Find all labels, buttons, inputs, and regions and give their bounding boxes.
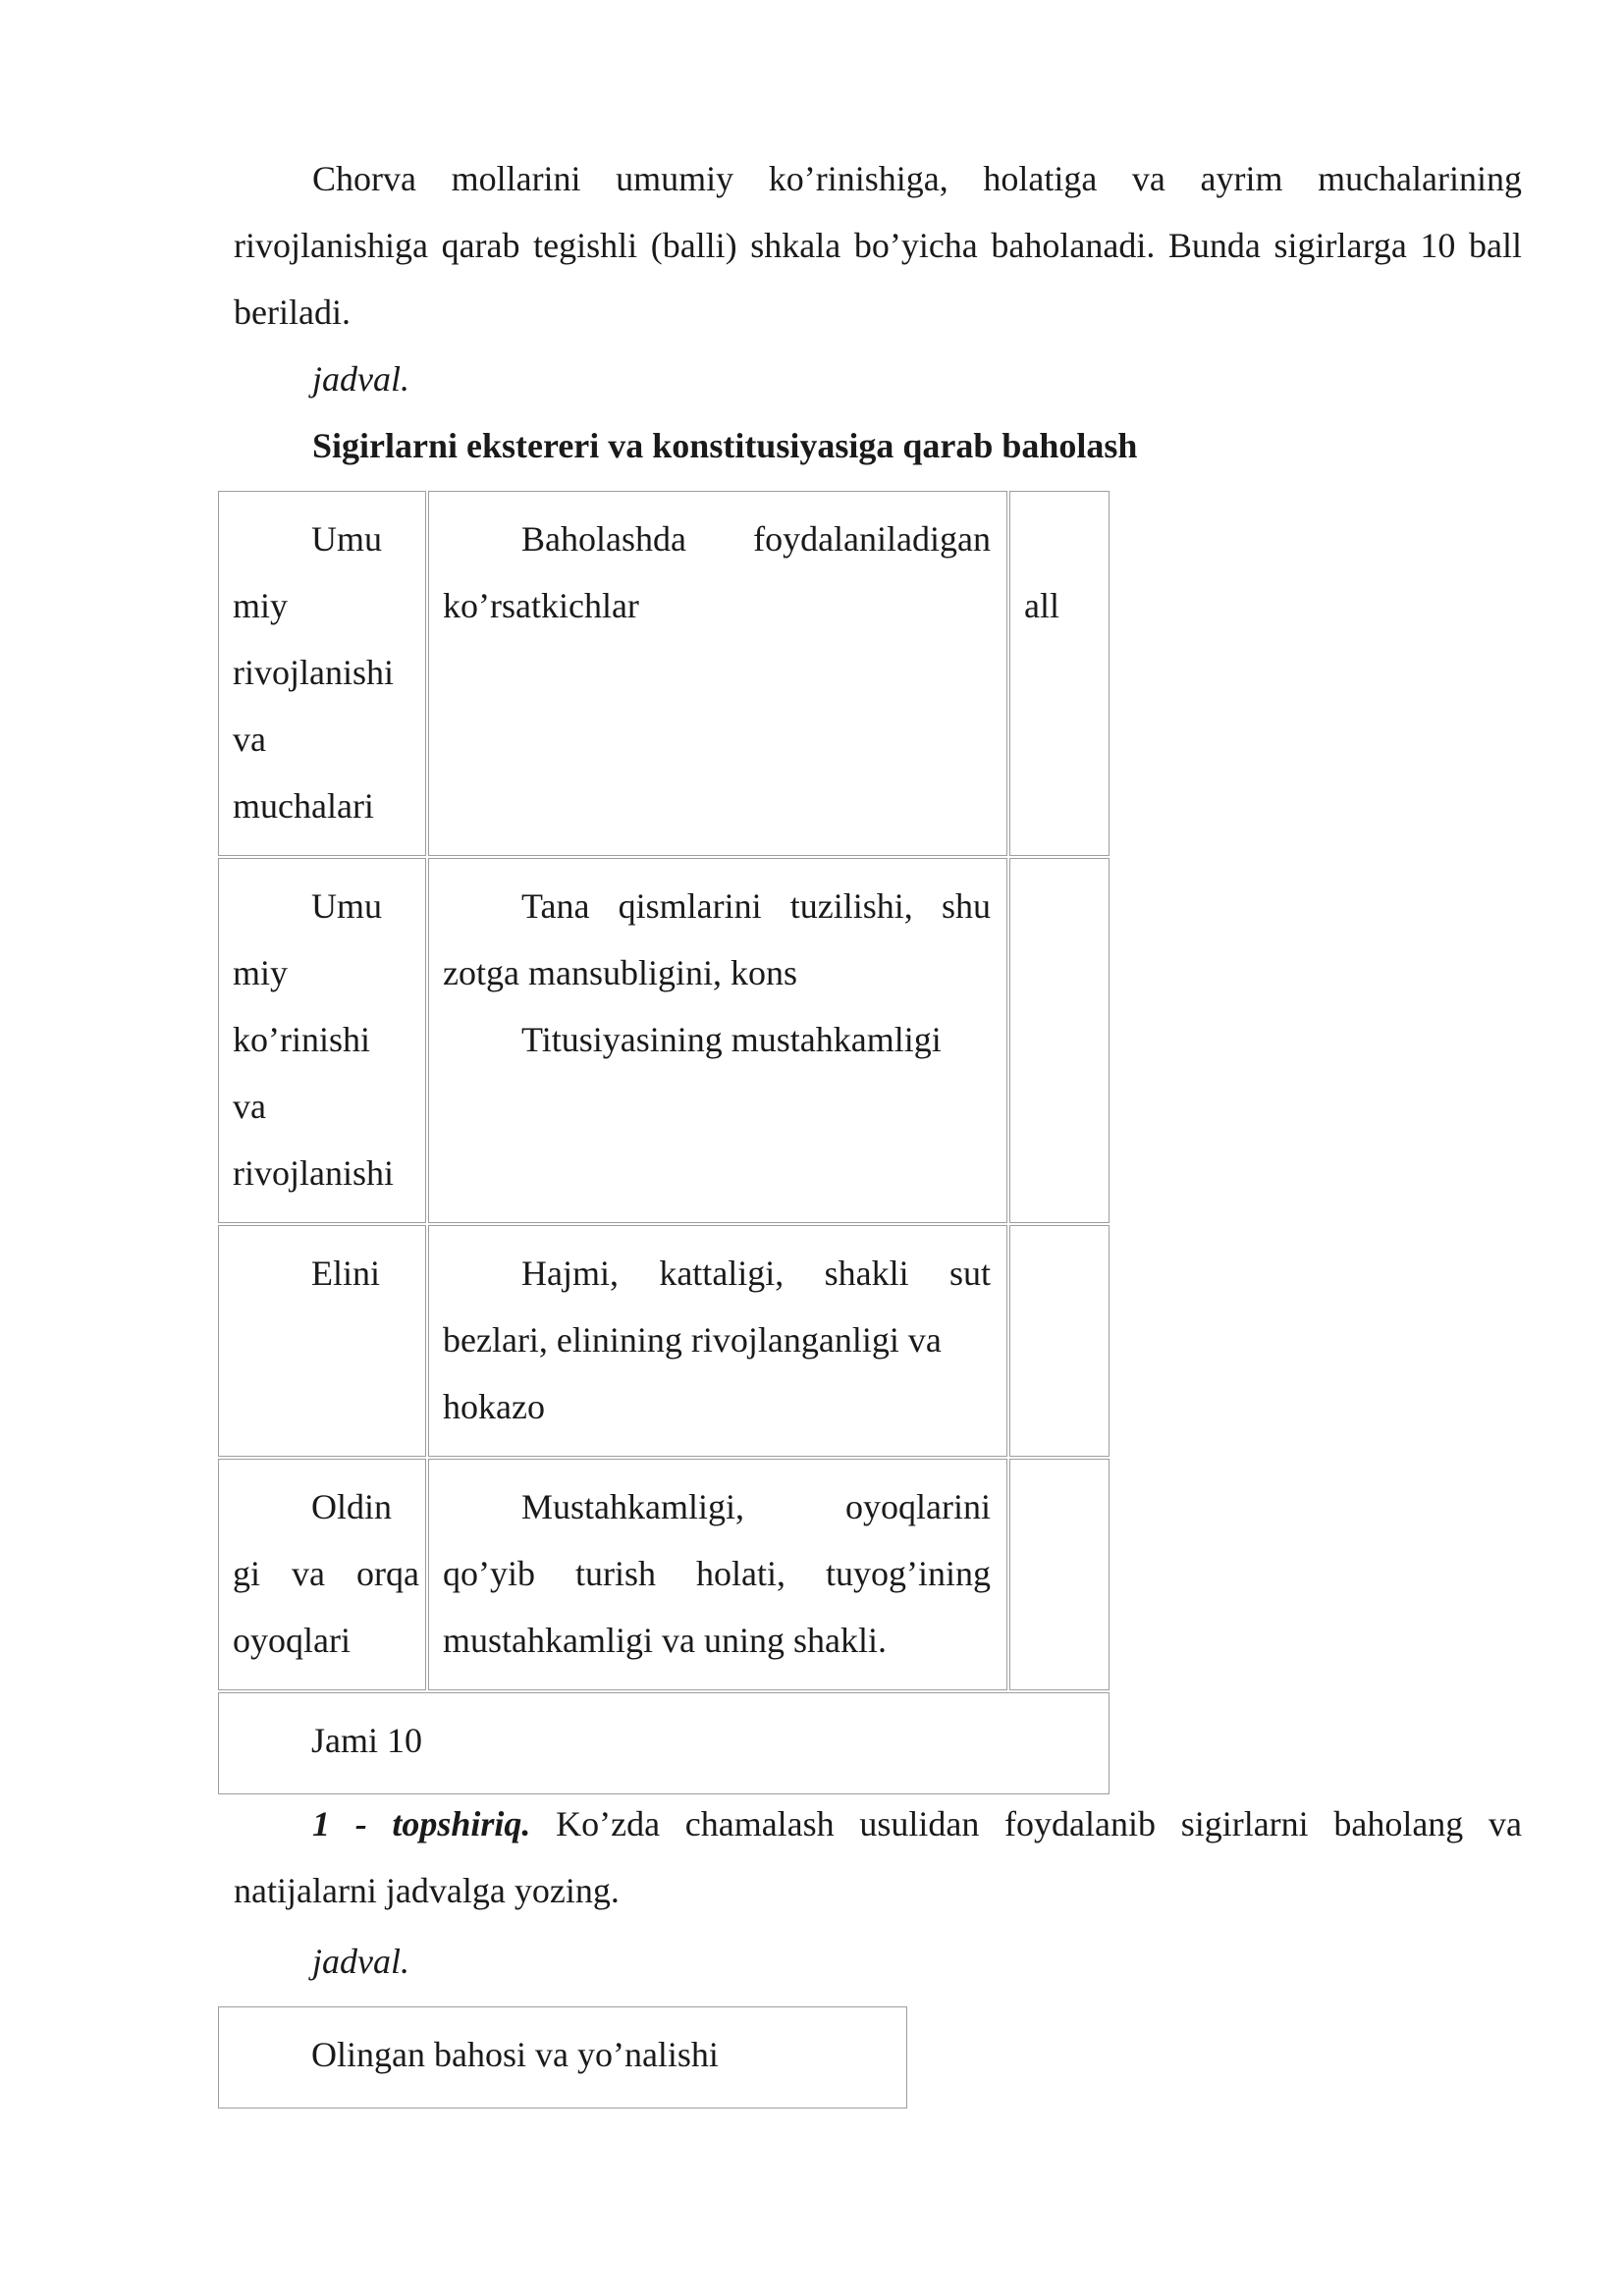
table1-header-col3 xyxy=(1009,491,1110,856)
intro-paragraph: Chorva mollarini umumiy ko’rinishiga, holatiga va ayrim muchalarining rivojlanishiga qarab tegishli (balli) shkala bo’yicha baholanadi. Bunda sigirlarga 10 ball beriladi. xyxy=(234,159,1522,332)
cell-line: oyoqlari xyxy=(233,1621,351,1660)
cell-line: va xyxy=(233,1087,266,1126)
cell-line: Baholashda foydalaniladigan xyxy=(521,519,991,559)
cell-line: hokazo xyxy=(443,1387,545,1426)
table1-row-col3 xyxy=(1009,1225,1110,1457)
cell-line: Umu xyxy=(311,519,382,559)
table1-caption: Sigirlarni ekstereri va konstitusiyasiga qarab baholash xyxy=(312,426,1138,465)
cell-line: miy xyxy=(233,586,289,625)
table1-row-col3 xyxy=(1009,1459,1110,1690)
table1-total: Jami 10 xyxy=(311,1721,422,1760)
cell-line: gi va orqa xyxy=(233,1554,419,1593)
table1-row-col2 xyxy=(428,1459,1007,1690)
table1-header-col2 xyxy=(428,491,1007,856)
cell-line: Titusiyasining mustahkamligi xyxy=(521,1020,942,1059)
task-paragraph xyxy=(234,1790,1522,1924)
cell-line: mustahkamligi va uning shakli. xyxy=(443,1621,887,1660)
task-text: Ko’zda chamalash usulidan foydalanib sigirlarni baholang va natijalarni jadvalga yozing. xyxy=(234,1804,1522,1910)
table2-cell-text: Olingan bahosi va yo’nalishi xyxy=(311,2035,719,2074)
table1-label: jadval. xyxy=(312,359,409,399)
cell-line: miy xyxy=(233,953,289,992)
cell-line: qo’yib turish holati, tuyog’ining xyxy=(443,1554,991,1593)
task-label: 1 - topshiriq. xyxy=(312,1804,531,1843)
table1-header-col1 xyxy=(218,491,426,856)
cell-line: ko’rsatkichlar xyxy=(443,586,639,625)
cell-line: zotga mansubligini, kons xyxy=(443,953,797,992)
table1-row-col2 xyxy=(428,1225,1007,1457)
table1-row-col1 xyxy=(218,1459,426,1690)
table1-row-col1 xyxy=(218,858,426,1223)
cell-line: all xyxy=(1024,586,1059,625)
table1-total-row xyxy=(218,1692,1110,1794)
cell-line: rivojlanishi xyxy=(233,1153,394,1193)
table1-row-col1 xyxy=(218,1225,426,1457)
table1-row-col2 xyxy=(428,858,1007,1223)
cell-line: Tana qismlarini tuzilishi, shu xyxy=(521,886,991,926)
cell-line: Mustahkamligi, oyoqlarini xyxy=(521,1487,991,1526)
table2-cell xyxy=(218,2006,907,2109)
cell-line: Hajmi, kattaligi, shakli sut xyxy=(521,1254,991,1293)
cell-line: va xyxy=(233,720,266,759)
table1-row-col3 xyxy=(1009,858,1110,1223)
table2-label: jadval. xyxy=(312,1942,409,1981)
cell-line: Oldin xyxy=(311,1487,393,1526)
cell-line: bezlari, elinining rivojlanganligi va xyxy=(443,1320,942,1360)
cell-line: Elini xyxy=(311,1254,380,1293)
cell-line: ko’rinishi xyxy=(233,1020,370,1059)
cell-line: rivojlanishi xyxy=(233,653,394,692)
cell-line: muchalari xyxy=(233,786,374,826)
cell-line: Umu xyxy=(311,886,382,926)
